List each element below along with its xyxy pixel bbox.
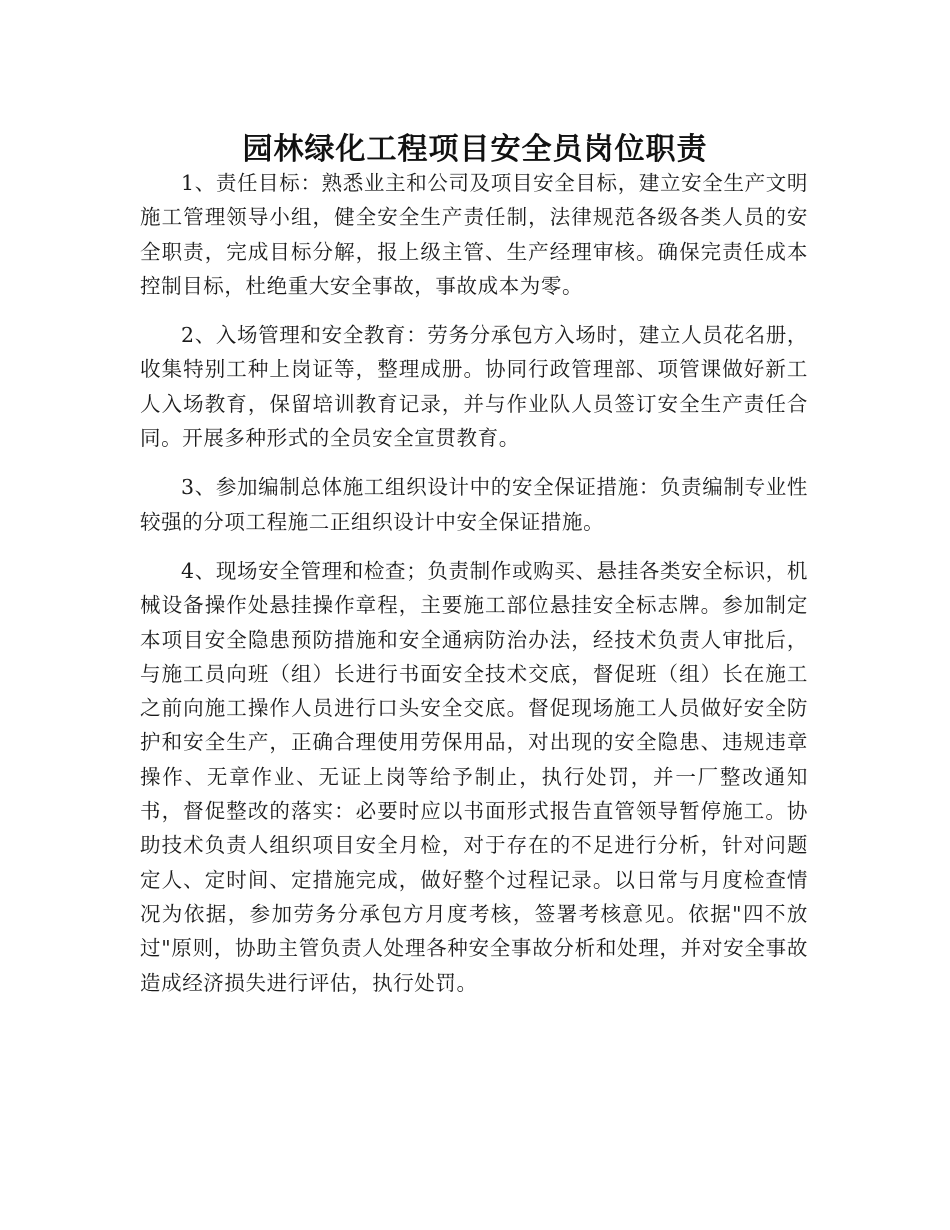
paragraph-responsibility-goal: 1、责任目标：熟悉业主和公司及项目安全目标，建立安全生产文明施工管理领导小组，健全安全生产责任制，法律规范各级各类人员的安全职责，完成目标分解，报上级主管、生产经理审核。确保完责任成本控制目标，杜绝重大安全事故，事故成本为零。 — [140, 171, 808, 298]
paragraph-safety-measures: 3、参加编制总体施工组织设计中的安全保证措施：负责编制专业性较强的分项工程施二正组织设计中安全保证措施。 — [140, 475, 808, 534]
document-body — [140, 166, 808, 1015]
document-title: 园林绿化工程项目安全员岗位职责 — [242, 132, 708, 168]
paragraph-site-inspection: 4、现场安全管理和检查；负责制作或购买、悬挂各类安全标识，机械设备操作处悬挂操作章程，主要施工部位悬挂安全标志牌。参加制定本项目安全隐患预防措施和安全通病防治办法，经技术负责人审批后，与施工员向班（组）长进行书面安全技术交底，督促班（组）长在施工之前向施工操作人员进行口头安全交底。督促现场施工人员做好安全防护和安全生产，正确合理使用劳保用品，对出现的安全隐患、违规违章操作、无章作业、无证上岗等给予制止，执行处罚，并一厂整改通知书，督促整改的落实：必要时应以书面形式报告直管领导暂停施工。协助技术负责人组织项目安全月检，对于存在的不足进行分析，针对问题定人、定时间、定措施完成，做好整个过程记录。以日常与月度检查情况为依据，参加劳务分承包方月度考核，签署考核意见。依据"四不放过"原则，协助主管负责人处理各种安全事故分析和处理，并对安全事故造成经济损失进行评估，执行处罚。 — [140, 558, 808, 995]
paragraph-entry-management: 2、入场管理和安全教育：劳务分承包方入场时，建立人员花名册，收集特别工种上岗证等，整理成册。协同行政管理部、项管课做好新工人入场教育，保留培训教育记录，并与作业队人员签订安全生产责任合同。开展多种形式的全员安全宣贯教育。 — [140, 323, 808, 451]
